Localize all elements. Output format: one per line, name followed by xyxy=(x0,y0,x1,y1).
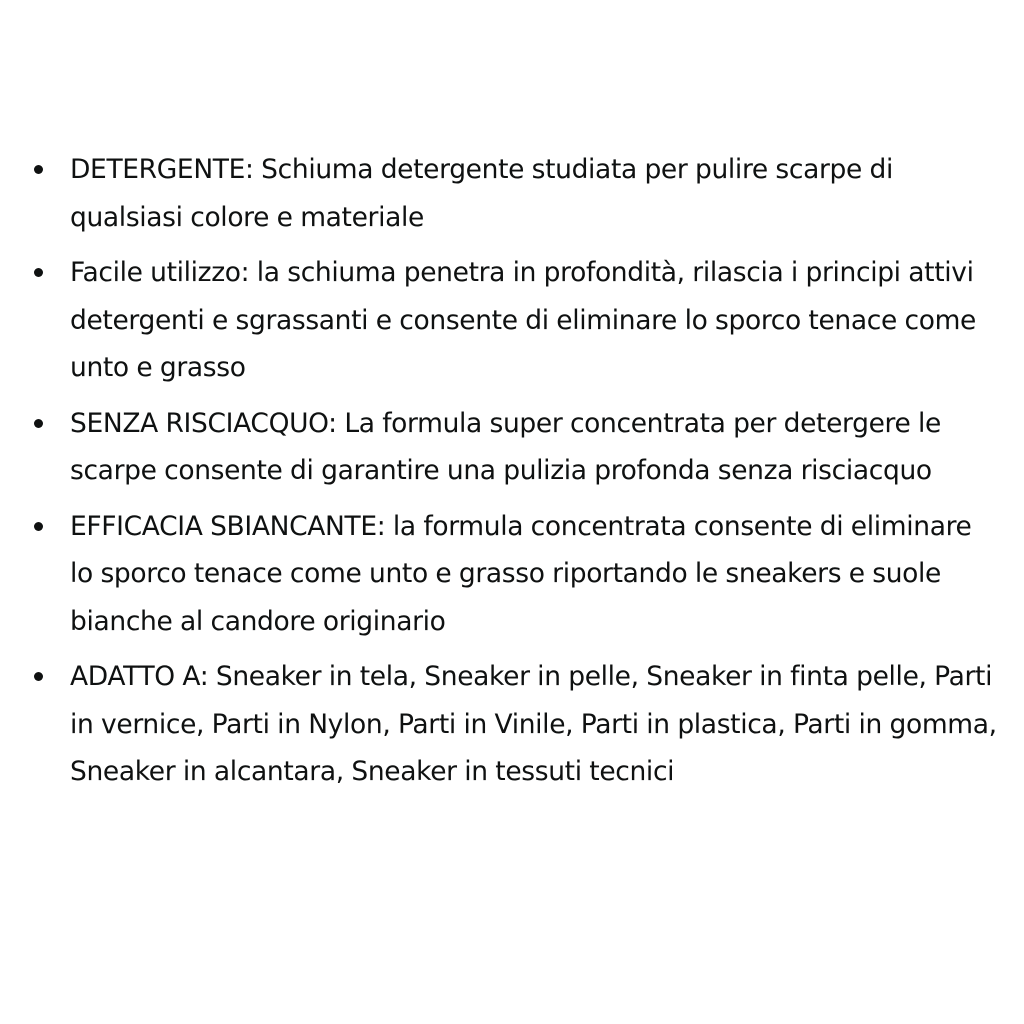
feature-text: Facile utilizzo: la schiuma penetra in profondità, rilascia i principi attivi detergenti e sgrassanti e consente di eliminare lo sporco tenace come unto e grasso xyxy=(70,257,977,383)
bullet-icon xyxy=(28,249,70,295)
list-item xyxy=(28,400,998,495)
bullet-icon xyxy=(28,503,70,549)
feature-text: EFFICACIA SBIANCANTE: la formula concentrata consente di eliminare lo sporco tenace come unto e grasso riportando le sneakers e suole bianche al candore originario xyxy=(70,510,972,637)
feature-text: DETERGENTE: Schiuma detergente studiata per pulire scarpe di qualsiasi colore e materiale xyxy=(70,154,894,233)
feature-bullet-list xyxy=(28,146,998,804)
feature-text: SENZA RISCIACQUO: La formula super concentrata per detergere le scarpe consente di garantire una pulizia profonda senza risciacquo xyxy=(70,407,942,486)
bullet-icon xyxy=(28,653,70,699)
list-item xyxy=(28,249,998,392)
bullet-icon xyxy=(28,146,70,192)
bullet-icon xyxy=(28,400,70,446)
feature-text: ADATTO A: Sneaker in tela, Sneaker in pelle, Sneaker in finta pelle, Parti in vernice, Parti in Nylon, Parti in Vinile, Parti in plastica, Parti in gomma, Sneaker in alcantara, Sneaker in tessuti tecnici xyxy=(70,661,997,787)
list-item xyxy=(28,146,998,241)
list-item xyxy=(28,503,998,646)
list-item xyxy=(28,653,998,796)
